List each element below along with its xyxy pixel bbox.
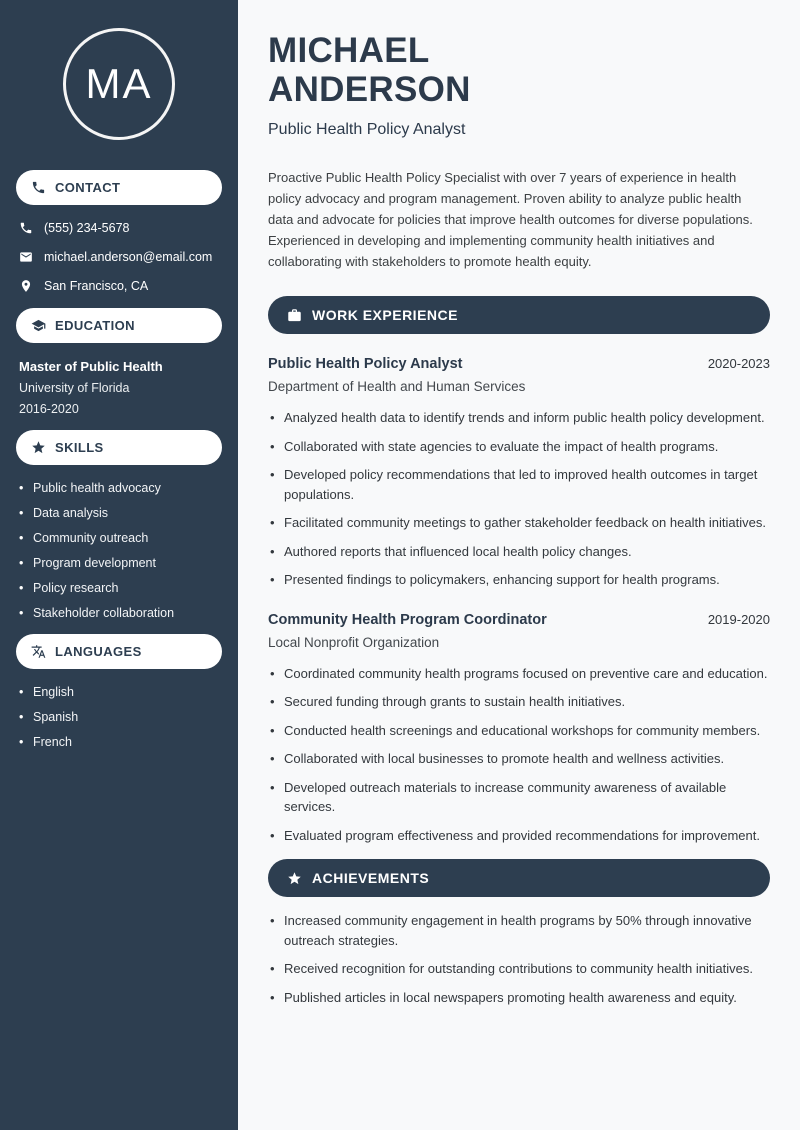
job-bullet: • Collaborated with local businesses to promote health and wellness activities. (268, 749, 768, 769)
job-entry (268, 356, 770, 590)
skills-list (19, 481, 219, 620)
job-header (268, 612, 770, 628)
job-dates: 2019-2020 (707, 611, 770, 627)
job-bullet: • Analyzed health data to identify trends and inform public health policy development. (268, 408, 768, 428)
job-title: Public Health Policy Analyst (268, 356, 463, 373)
contact-location (19, 279, 219, 293)
graduation-cap-icon (31, 318, 46, 333)
professional-summary: Proactive Public Health Policy Specialist with over 7 years of experience in health policy advocacy and program management. Proven ability to analyze public health data and advocate for policies that improve health outcomes for diverse populations. Experienced in developing and implementing community health initiatives and collaborating with stakeholders to promote health equity. (268, 170, 753, 270)
contact-section-title: CONTACT (55, 180, 121, 195)
phone-icon (19, 221, 33, 235)
job-bullet: • Conducted health screenings and educational workshops for community members. (268, 721, 768, 741)
contact-section (16, 170, 222, 293)
skill-item: • Community outreach (19, 531, 219, 545)
avatar-initials: MA (85, 60, 153, 107)
job-bullet: • Collaborated with state agencies to evaluate the impact of health programs. (268, 437, 768, 457)
candidate-job-title: Public Health Policy Analyst (268, 121, 466, 138)
candidate-name (268, 32, 770, 109)
skill-item: • Public health advocacy (19, 481, 219, 495)
job-company: Department of Health and Human Services (268, 379, 526, 395)
job-entry (268, 612, 770, 846)
skill-item: • Data analysis (19, 506, 219, 520)
contact-location-value: San Francisco, CA (44, 279, 149, 293)
job-bullet: • Facilitated community meetings to gather stakeholder feedback on health initiatives. (268, 513, 768, 533)
skills-section-title: SKILLS (55, 440, 104, 455)
candidate-first-name: MICHAEL (268, 31, 430, 70)
job-bullet: • Authored reports that influenced local health policy changes. (268, 542, 768, 562)
education-section-title: EDUCATION (55, 318, 135, 333)
candidate-last-name: ANDERSON (268, 69, 471, 109)
education-section (16, 308, 222, 416)
skill-item: • Policy research (19, 581, 219, 595)
contact-section-header (16, 170, 222, 205)
job-company: Local Nonprofit Organization (268, 634, 440, 650)
skill-item: • Program development (19, 556, 219, 570)
avatar (63, 28, 175, 140)
achievements-title: ACHIEVEMENTS (312, 870, 430, 887)
languages-section (16, 634, 222, 749)
translate-icon (31, 644, 46, 659)
job-bullet: • Developed policy recommendations that led to improved health outcomes in target populations. (268, 465, 768, 504)
work-experience-title: WORK EXPERIENCE (312, 307, 458, 324)
briefcase-icon (287, 308, 302, 323)
contact-email (19, 250, 219, 264)
skills-section (16, 430, 222, 620)
sidebar (0, 0, 238, 1130)
job-bullets (268, 664, 770, 846)
languages-section-header (16, 634, 222, 669)
education-section-header (16, 308, 222, 343)
education-degree: Master of Public Health (19, 359, 163, 374)
achievement-bullet: • Published articles in local newspapers promoting health awareness and equity. (268, 988, 768, 1008)
location-pin-icon (19, 279, 33, 293)
education-school: University of Florida (19, 381, 130, 395)
job-bullets (268, 408, 770, 590)
job-bullet: • Presented findings to policymakers, enhancing support for health programs. (268, 570, 768, 590)
achievements-banner (268, 859, 770, 897)
job-bullet: • Developed outreach materials to increase community awareness of available services. (268, 778, 768, 817)
contact-email-value: michael.anderson@email.com (44, 250, 213, 264)
skill-item: • Stakeholder collaboration (19, 606, 219, 620)
achievement-bullet: • Received recognition for outstanding contributions to community health initiatives. (268, 959, 768, 979)
star-icon (31, 440, 46, 455)
language-item: • French (19, 735, 219, 749)
job-title: Community Health Program Coordinator (268, 611, 547, 628)
job-bullet: • Secured funding through grants to sustain health initiatives. (268, 692, 768, 712)
phone-icon (31, 180, 46, 195)
languages-list (19, 685, 219, 749)
language-item: • English (19, 685, 219, 699)
job-bullet: • Evaluated program effectiveness and provided recommendations for improvement. (268, 826, 768, 846)
contact-phone (19, 221, 219, 235)
achievements-list (268, 911, 770, 1007)
star-icon (287, 871, 302, 886)
main-content (238, 0, 800, 1130)
skills-section-header (16, 430, 222, 465)
job-dates: 2020-2023 (707, 356, 770, 372)
mail-icon (19, 250, 33, 264)
languages-section-title: LANGUAGES (55, 644, 142, 659)
language-item: • Spanish (19, 710, 219, 724)
job-header (268, 356, 770, 372)
achievement-bullet: • Increased community engagement in health programs by 50% through innovative outreach strategies. (268, 911, 768, 950)
education-years: 2016-2020 (19, 402, 79, 416)
work-experience-banner (268, 296, 770, 334)
job-bullet: • Coordinated community health programs focused on preventive care and education. (268, 664, 768, 684)
contact-phone-value: (555) 234-5678 (44, 221, 130, 235)
